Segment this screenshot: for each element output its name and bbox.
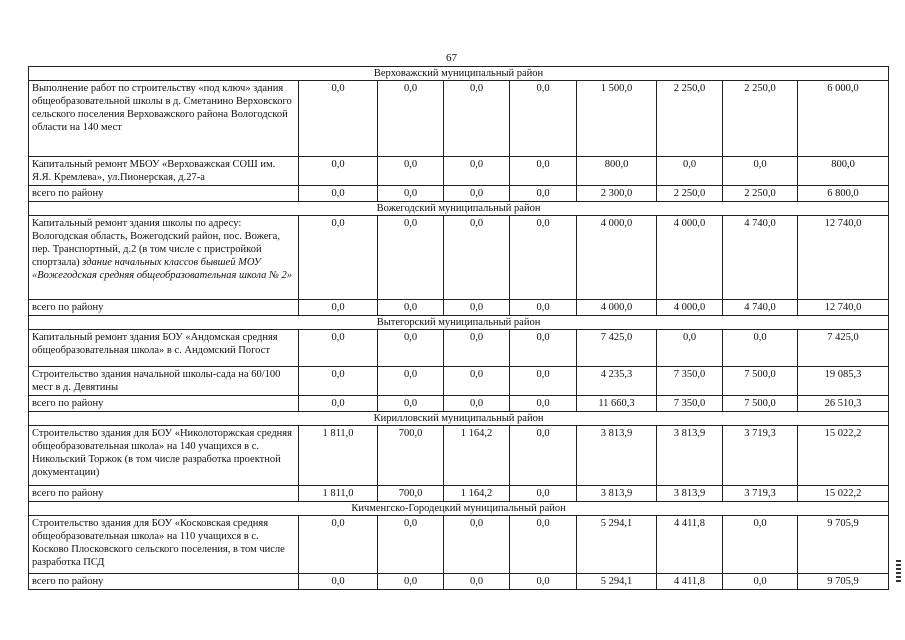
district-total-row [29,300,889,316]
value-cell: 0,0 [299,330,378,367]
value-cell: 0,0 [444,157,510,186]
value-cell: 19 085,3 [798,367,889,396]
value-cell: 0,0 [444,516,510,574]
value-cell: 7 500,0 [723,367,798,396]
value-cell: 0,0 [510,186,577,202]
value-cell: 0,0 [444,216,510,300]
description-text: всего по району [32,488,104,499]
value-cell: 0,0 [378,186,444,202]
value-cell: 0,0 [510,574,577,590]
value-cell: 7 425,0 [798,330,889,367]
object-description [29,81,299,157]
value-cell: 0,0 [299,367,378,396]
value-cell: 800,0 [798,157,889,186]
value-cell: 15 022,2 [798,426,889,486]
value-cell: 0,0 [723,330,798,367]
district-header-row [29,67,889,81]
value-cell: 7 500,0 [723,396,798,412]
value-cell: 2 300,0 [577,186,657,202]
value-cell: 0,0 [378,216,444,300]
description-text: Строительство здания начальной школы-сада на 60/100 мест в д. Девятины [32,369,281,393]
value-cell: 6 800,0 [798,186,889,202]
object-description [29,157,299,186]
value-cell: 0,0 [378,330,444,367]
value-cell: 0,0 [510,157,577,186]
value-cell: 0,0 [510,300,577,316]
district-name: Вожегодский муниципальный район [29,202,889,216]
value-cell: 0,0 [723,516,798,574]
value-cell: 0,0 [510,81,577,157]
value-cell: 7 350,0 [657,367,723,396]
value-cell: 0,0 [444,300,510,316]
value-cell: 4 000,0 [657,300,723,316]
value-cell: 1 164,2 [444,486,510,502]
value-cell: 4 411,8 [657,516,723,574]
value-cell: 3 813,9 [577,426,657,486]
value-cell: 0,0 [723,574,798,590]
value-cell: 800,0 [577,157,657,186]
value-cell: 12 740,0 [798,216,889,300]
value-cell: 0,0 [723,157,798,186]
district-header-row [29,502,889,516]
value-cell: 0,0 [510,516,577,574]
value-cell: 11 660,3 [577,396,657,412]
value-cell: 3 813,9 [657,486,723,502]
description-text: Капитальный ремонт здания БОУ «Андомская средняя общеобразовательная школа» в с. Андомский Погост [32,332,278,356]
value-cell: 4 411,8 [657,574,723,590]
district-total-row [29,486,889,502]
value-cell: 0,0 [378,300,444,316]
value-cell: 4 000,0 [577,300,657,316]
object-description [29,300,299,316]
value-cell: 7 350,0 [657,396,723,412]
value-cell: 1 811,0 [299,426,378,486]
value-cell: 9 705,9 [798,516,889,574]
value-cell: 0,0 [378,81,444,157]
object-description [29,186,299,202]
district-total-row [29,396,889,412]
value-cell: 6 000,0 [798,81,889,157]
value-cell: 3 719,3 [723,426,798,486]
object-description [29,574,299,590]
value-cell: 4 740,0 [723,300,798,316]
value-cell: 3 719,3 [723,486,798,502]
value-cell: 4 000,0 [657,216,723,300]
value-cell: 0,0 [378,157,444,186]
value-cell: 2 250,0 [723,81,798,157]
value-cell: 0,0 [299,574,378,590]
value-cell: 0,0 [299,216,378,300]
district-name: Верховажский муниципальный район [29,67,889,81]
value-cell: 0,0 [444,396,510,412]
object-description [29,516,299,574]
value-cell: 0,0 [510,216,577,300]
district-header-row [29,316,889,330]
page-number: 67 [446,52,457,64]
district-header-row [29,202,889,216]
object-description [29,216,299,300]
value-cell: 2 250,0 [723,186,798,202]
district-header-row [29,412,889,426]
description-text: всего по району [32,302,104,313]
scan-artifact [896,560,901,584]
value-cell: 0,0 [299,186,378,202]
value-cell: 0,0 [444,186,510,202]
value-cell: 0,0 [510,330,577,367]
value-cell: 0,0 [299,396,378,412]
object-description [29,396,299,412]
description-text: Строительство здания для БОУ «Косковская средняя общеобразовательная школа» на 110 учащихся в с. Косково Плосковского сельского поселения, в том числе разработка ПСД [32,518,285,568]
object-description [29,367,299,396]
table-row [29,81,889,157]
table-row [29,426,889,486]
value-cell: 0,0 [510,396,577,412]
value-cell: 0,0 [299,81,378,157]
object-description [29,426,299,486]
description-text: Строительство здания для БОУ «Николоторжская средняя общеобразовательная школа» на 140 учащихся в с. Никольский Торжок (в том числе разработка проектной документации) [32,428,292,478]
value-cell: 0,0 [657,157,723,186]
value-cell: 2 250,0 [657,81,723,157]
description-text: Капитальный ремонт МБОУ «Верховажская СОШ им. Я.Я. Кремлева», ул.Пионерская, д.27-а [32,159,276,183]
description-text: Выполнение работ по строительству «под ключ» здания общеобразовательной школы в д. Сметанино Верховского сельского поселения Верховажского района Вологодской области на 140 мест [32,83,292,133]
value-cell: 1 500,0 [577,81,657,157]
value-cell: 0,0 [378,367,444,396]
value-cell: 7 425,0 [577,330,657,367]
value-cell: 0,0 [444,330,510,367]
value-cell: 0,0 [378,516,444,574]
object-description [29,486,299,502]
value-cell: 0,0 [299,516,378,574]
value-cell: 3 813,9 [657,426,723,486]
value-cell: 0,0 [444,574,510,590]
value-cell: 0,0 [378,396,444,412]
table-row [29,157,889,186]
description-text: всего по району [32,398,104,409]
description-text: Капитальный ремонт здания школы по адресу: Вологодская область, Вожегодский район, пос. Вожега, пер. Транспортный, д.2 (в том числе с пристройкой спортзала) [32,218,280,268]
value-cell: 0,0 [510,426,577,486]
description-italic-text: здание начальных классов бывшей МОУ «Вожегодская средняя общеобразовательная школа № 2» [32,257,293,281]
district-name: Кичменгско-Городецкий муниципальный район [29,502,889,516]
value-cell: 2 250,0 [657,186,723,202]
description-text: всего по району [32,576,104,587]
value-cell: 4 235,3 [577,367,657,396]
value-cell: 0,0 [299,300,378,316]
value-cell: 1 811,0 [299,486,378,502]
value-cell: 0,0 [657,330,723,367]
table-row [29,367,889,396]
district-total-row [29,186,889,202]
value-cell: 3 813,9 [577,486,657,502]
value-cell: 0,0 [510,367,577,396]
table-row [29,516,889,574]
value-cell: 700,0 [378,426,444,486]
district-name: Кирилловский муниципальный район [29,412,889,426]
value-cell: 700,0 [378,486,444,502]
district-name: Вытегорский муниципальный район [29,316,889,330]
budget-table [28,66,889,590]
value-cell: 26 510,3 [798,396,889,412]
value-cell: 0,0 [378,574,444,590]
district-total-row [29,574,889,590]
value-cell: 1 164,2 [444,426,510,486]
description-text: всего по району [32,188,104,199]
object-description [29,330,299,367]
value-cell: 15 022,2 [798,486,889,502]
value-cell: 5 294,1 [577,574,657,590]
table-row [29,330,889,367]
value-cell: 5 294,1 [577,516,657,574]
value-cell: 4 740,0 [723,216,798,300]
value-cell: 12 740,0 [798,300,889,316]
table-row [29,216,889,300]
value-cell: 0,0 [444,81,510,157]
value-cell: 0,0 [299,157,378,186]
value-cell: 0,0 [510,486,577,502]
value-cell: 4 000,0 [577,216,657,300]
value-cell: 9 705,9 [798,574,889,590]
value-cell: 0,0 [444,367,510,396]
